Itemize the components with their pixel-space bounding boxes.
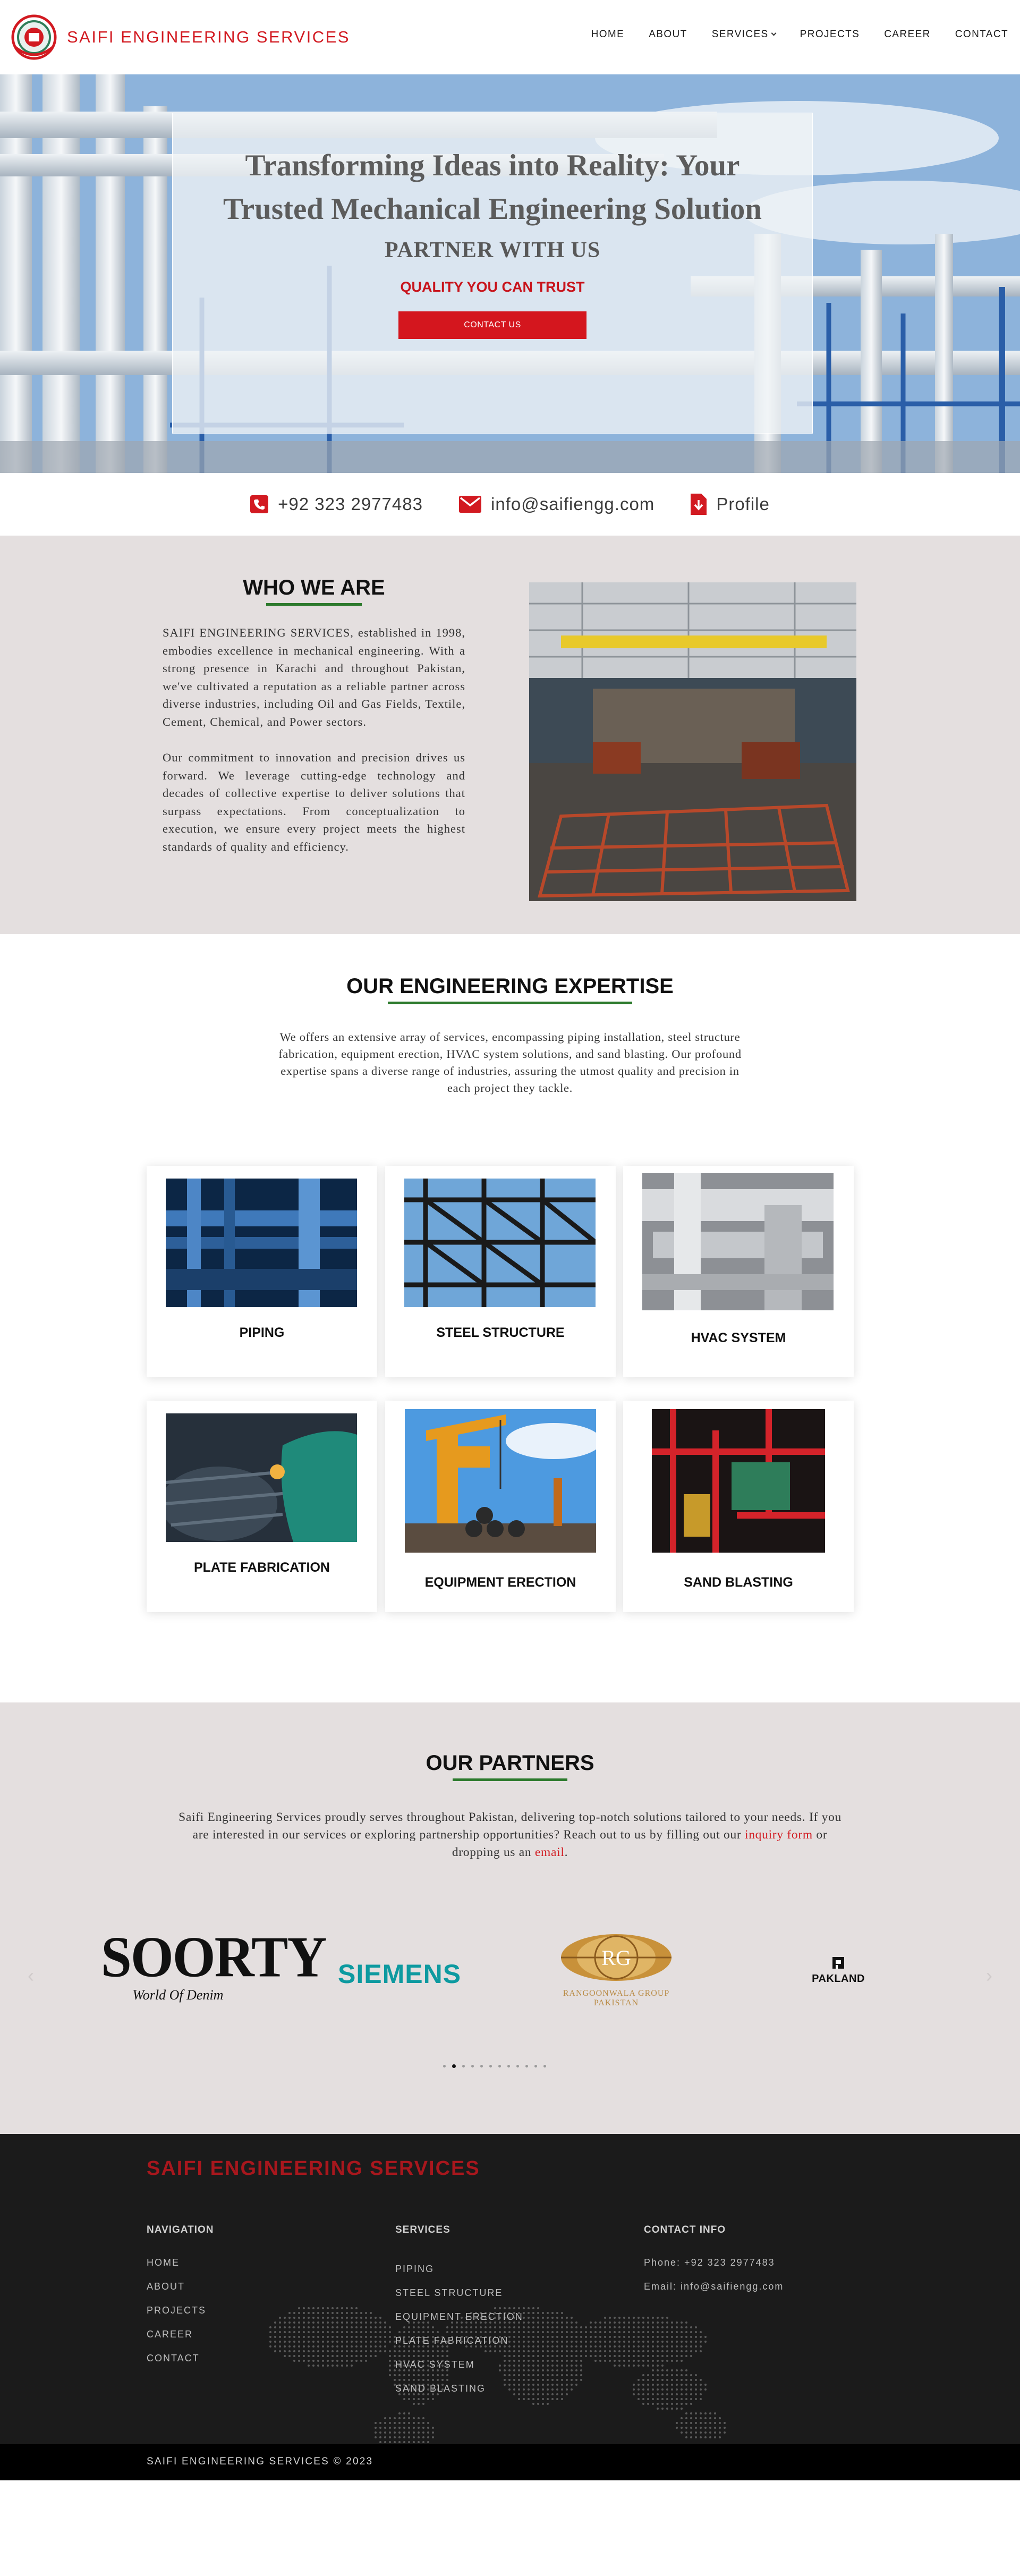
footer-services-column [395,2224,523,2401]
hero-title: Transforming Ideas into Reality: Your Trusted Mechanical Engineering Solution [223,149,762,226]
nav-about[interactable]: ABOUT [649,29,687,40]
nav-services-label: SERVICES [711,29,769,40]
piping-image [166,1179,357,1307]
site-header [0,0,1020,74]
nav-contact[interactable]: CONTACT [955,29,1008,40]
service-card-piping[interactable] [147,1166,377,1377]
pakland-wordmark: PAKLAND [812,1973,865,1985]
service-card-steel-structure[interactable] [385,1166,616,1377]
carousel-next-arrow[interactable]: › [986,1964,992,1986]
heading-underline [388,1002,632,1004]
rg-line-1: RANGOONWALA GROUP [563,1989,670,1998]
partner-logo-soorty[interactable] [101,1925,326,2010]
phone-icon [250,495,268,513]
carousel-dot[interactable] [471,2065,474,2067]
partner-logo-pakland[interactable] [806,1955,870,1985]
who-text-column [163,576,465,855]
footer-phone[interactable]: Phone: +92 323 2977483 [644,2257,775,2268]
footer-services-list [395,2257,523,2401]
partners-section [0,1702,1020,2134]
hero-tagline: QUALITY YOU CAN TRUST [400,279,585,295]
nav-home[interactable]: HOME [591,29,625,40]
email-link[interactable] [459,494,654,514]
hero-section [0,74,1020,473]
nav-career[interactable]: CAREER [884,29,931,40]
page-bottom-space [0,2480,1020,2570]
footer-navigation-heading: NAVIGATION [147,2224,214,2235]
contact-us-button[interactable]: CONTACT US [398,311,586,339]
footer-link-about[interactable]: ABOUT [147,2281,185,2292]
company-logo-icon [11,14,57,61]
carousel-dot[interactable] [543,2065,546,2067]
footer-link-career[interactable]: CAREER [147,2329,193,2340]
expertise-intro: We offers an extensive array of services, encompassing piping installation, steel structure fabrication, equipment erection, HVAC system solutions, and sand blasting. Our profound expertise spans a diverse range of industries, assuring the utmost quality and precision in each project they tackle. [278,1030,742,1095]
heading-underline [266,603,362,606]
nav-projects[interactable]: PROJECTS [800,29,860,40]
footer-services-heading: SERVICES [395,2224,450,2235]
rg-globe-emblem [558,1931,675,1984]
email-link[interactable]: email [534,1845,565,1859]
footer-link-equipment-erection[interactable]: EQUIPMENT ERECTION [395,2311,523,2322]
brand-name: SAIFI ENGINEERING SERVICES [67,28,350,46]
card-label: EQUIPMENT ERECTION [424,1575,576,1590]
nav-services[interactable] [712,29,776,40]
carousel-dot[interactable] [498,2065,501,2067]
service-card-equipment-erection[interactable] [385,1401,616,1612]
brand[interactable] [11,14,350,61]
who-heading: WHO WE ARE [243,576,385,599]
who-we-are-section [0,536,1020,934]
carousel-dot[interactable] [534,2065,537,2067]
partners-header [0,1751,1020,1781]
partners-heading: OUR PARTNERS [426,1751,594,1775]
hero-subtitle: PARTNER WITH US [384,238,601,262]
file-download-icon [691,494,707,515]
phone-number: +92 323 2977483 [278,494,423,514]
siemens-wordmark: SIEMENS [338,1959,462,1989]
partner-logo-rangoonwala[interactable] [552,1931,680,2021]
factory-floor-image [529,582,856,901]
footer-link-piping[interactable]: PIPING [395,2264,435,2274]
rg-line-2: PAKISTAN [593,1998,639,2007]
hero-card [172,113,813,434]
carousel-dots [443,2065,552,2068]
carousel-dot[interactable] [462,2065,465,2067]
footer-contact-list [644,2251,784,2299]
carousel-dot[interactable] [443,2065,446,2067]
footer-link-sand-blasting[interactable]: SAND BLASTING [395,2383,486,2394]
carousel-prev-arrow[interactable]: ‹ [28,1964,34,1986]
footer-brand: SAIFI ENGINEERING SERVICES [147,2157,480,2180]
who-paragraph-1: SAIFI ENGINEERING SERVICES, established in 1998, embodies excellence in mechanical engineering. With a strong presence in Karachi and throughout Pakistan, we've cultivated a reputation as a reliable partner across diverse industries, including Oil and Gas Fields, Textile, Cement, Chemical, and Power sectors. [163,626,465,728]
carousel-dot[interactable] [507,2065,510,2067]
carousel-dot[interactable] [480,2065,483,2067]
service-card-plate-fabrication[interactable] [147,1401,377,1612]
phone-link[interactable] [250,494,423,514]
email-address: info@saifiengg.com [490,494,655,514]
partners-text-part: or dropping us an [452,1828,828,1859]
pakland-mark-icon [831,1955,846,1970]
partners-text-part: Saifi Engineering Services proudly serves throughout Pakistan, delivering top-notch solutions tailored to your needs. If you are interested in our services or exploring partnership opportunities? Reach out to us by filling out our [178,1810,842,1842]
envelope-icon [459,496,481,513]
partners-text [177,1809,843,1861]
footer-navigation-column [147,2224,214,2370]
partner-logo-siemens[interactable] [338,1959,461,1989]
card-label: SAND BLASTING [684,1575,793,1590]
copyright-bar [0,2444,1020,2480]
card-label: STEEL STRUCTURE [436,1325,565,1340]
footer-contact-column [644,2224,784,2299]
soorty-wordmark: SOORTY [101,1925,326,1989]
footer-link-plate-fabrication[interactable]: PLATE FABRICATION [395,2335,509,2346]
chevron-down-icon [771,31,776,36]
footer-link-hvac-system[interactable]: HVAC SYSTEM [395,2359,475,2370]
card-label: PLATE FABRICATION [193,1560,330,1575]
equipment-erection-image [405,1409,596,1553]
carousel-dot[interactable] [489,2065,492,2067]
main-nav [567,29,1008,40]
copyright-text: SAIFI ENGINEERING SERVICES © 2023 [147,2456,373,2467]
profile-label: Profile [716,494,770,514]
carousel-dot[interactable] [525,2065,528,2067]
carousel-dot[interactable] [452,2064,456,2068]
heading-underline [453,1778,567,1781]
footer-link-contact[interactable]: CONTACT [147,2353,200,2363]
who-paragraph-2: Our commitment to innovation and precision drives us forward. We leverage cutting-edge technology and decades of collective expertise to deliver solutions that surpass expectations. From conceptualization to execution, we ensure every project meets the highest standards of quality and efficiency. [163,751,465,853]
sand-blasting-image [652,1409,825,1553]
expertise-heading: OUR ENGINEERING EXPERTISE [346,975,674,998]
steel-structure-image [404,1179,596,1307]
inquiry-form-link[interactable]: inquiry form [745,1828,813,1842]
footer-link-steel-structure[interactable]: STEEL STRUCTURE [395,2287,503,2298]
footer-email[interactable]: Email: info@saifiengg.com [644,2281,784,2292]
plate-fabrication-image [166,1413,357,1542]
expertise-section [0,934,1020,1702]
contact-strip [0,473,1020,536]
rg-mark: RG [601,1946,631,1970]
card-label: HVAC SYSTEM [691,1331,786,1345]
soorty-tagline: World Of Denim [132,1987,224,2003]
footer-link-home[interactable]: HOME [147,2257,180,2268]
profile-download-link[interactable] [691,494,770,515]
footer-link-projects[interactable]: PROJECTS [147,2305,207,2316]
service-card-hvac[interactable] [623,1166,854,1377]
service-card-sand-blasting[interactable] [623,1401,854,1612]
carousel-dot[interactable] [516,2065,519,2067]
expertise-header [0,975,1020,1004]
footer-navigation-list [147,2251,214,2370]
card-label: PIPING [239,1325,285,1340]
site-footer [0,2134,1020,2444]
footer-contact-heading: CONTACT INFO [644,2224,726,2235]
partners-text-part: . [564,1845,568,1859]
hvac-image [642,1173,834,1310]
